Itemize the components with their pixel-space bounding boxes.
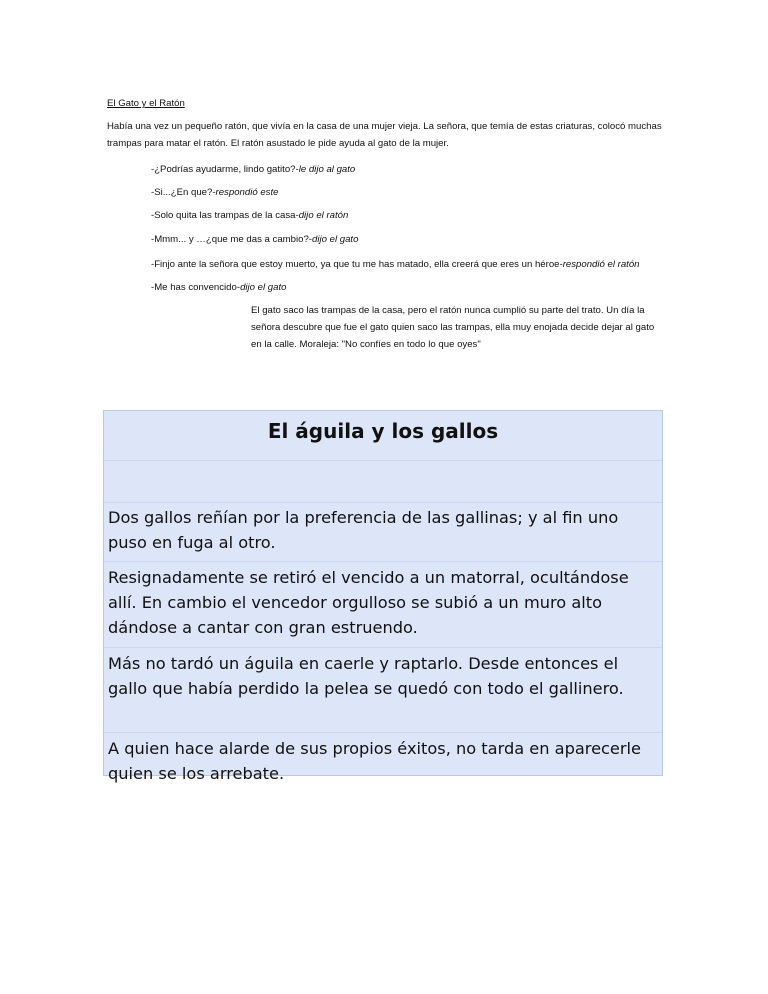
dialogue-tag: dijo el ratón [298,210,349,221]
fable-empty-row [104,460,662,503]
dialogue-tag: dijo el gato [312,234,359,245]
fable-paragraph: Dos gallos reñían por la preferencia de las gallinas; y al fin uno puso en fuga al otro. [104,502,662,562]
dialogue-speech: -¿Podrías ayudarme, lindo gatito?- [151,164,299,175]
dialogue-tag: le dijo al gato [298,164,356,175]
dialogue-line [151,259,640,270]
fable-table [103,410,663,783]
fable-title: El águila y los gallos [104,411,662,461]
dialogue-tag: respondió este [215,187,279,198]
dialogue-speech: -Mmm... y …¿que me das a cambio?- [151,234,313,245]
fable-moral: A quien hace alarde de sus propios éxitos, no tarda en aparecerle quien se los arrebate. [108,739,641,783]
dialogue-line [151,187,278,198]
dialogue-tag: dijo el gato [240,282,287,293]
dialogue-line [151,164,355,175]
dialogue-line [151,234,358,245]
dialogue-speech: -Si...¿En que?- [151,187,216,198]
dialogue-line [151,210,348,221]
dialogue-line [151,282,286,293]
story-title: El Gato y el Ratón [107,98,185,109]
dialogue-speech: -Me has convencido- [151,282,241,293]
story-section [107,95,667,152]
dialogue-speech: -Finjo ante la señora que estoy muerto, ya que tu me has matado, ella creerá que eres un héroe- [151,259,563,270]
dialogue-speech: -Solo quita las trampas de la casa- [151,210,299,221]
story-intro: Había una vez un pequeño ratón, que vivía en la casa de una mujer vieja. La señora, que temía de estas criaturas, colocó muchas trampas para matar el ratón. El ratón asustado le pide ayuda al gato de la mujer. [107,121,662,149]
fable-paragraph: Más no tardó un águila en caerle y raptarlo. Desde entonces el gallo que había perdido la pelea se quedó con todo el gallinero. [104,648,662,733]
fable-paragraph: Resignadamente se retiró el vencido a un matorral, ocultándose allí. En cambio el vencedor orgulloso se subió a un muro alto dándose a cantar con gran estruendo. [104,562,662,648]
story-ending: El gato saco las trampas de la casa, pero el ratón nunca cumplió su parte del trato. Un día la señora descubre que fue el gato quien saco las trampas, ella muy enojada decide dejar al gato en la calle. Moraleja: "No confíes en todo lo que oyes" [251,305,655,350]
dialogue-tag: respondió el ratón [562,259,640,270]
